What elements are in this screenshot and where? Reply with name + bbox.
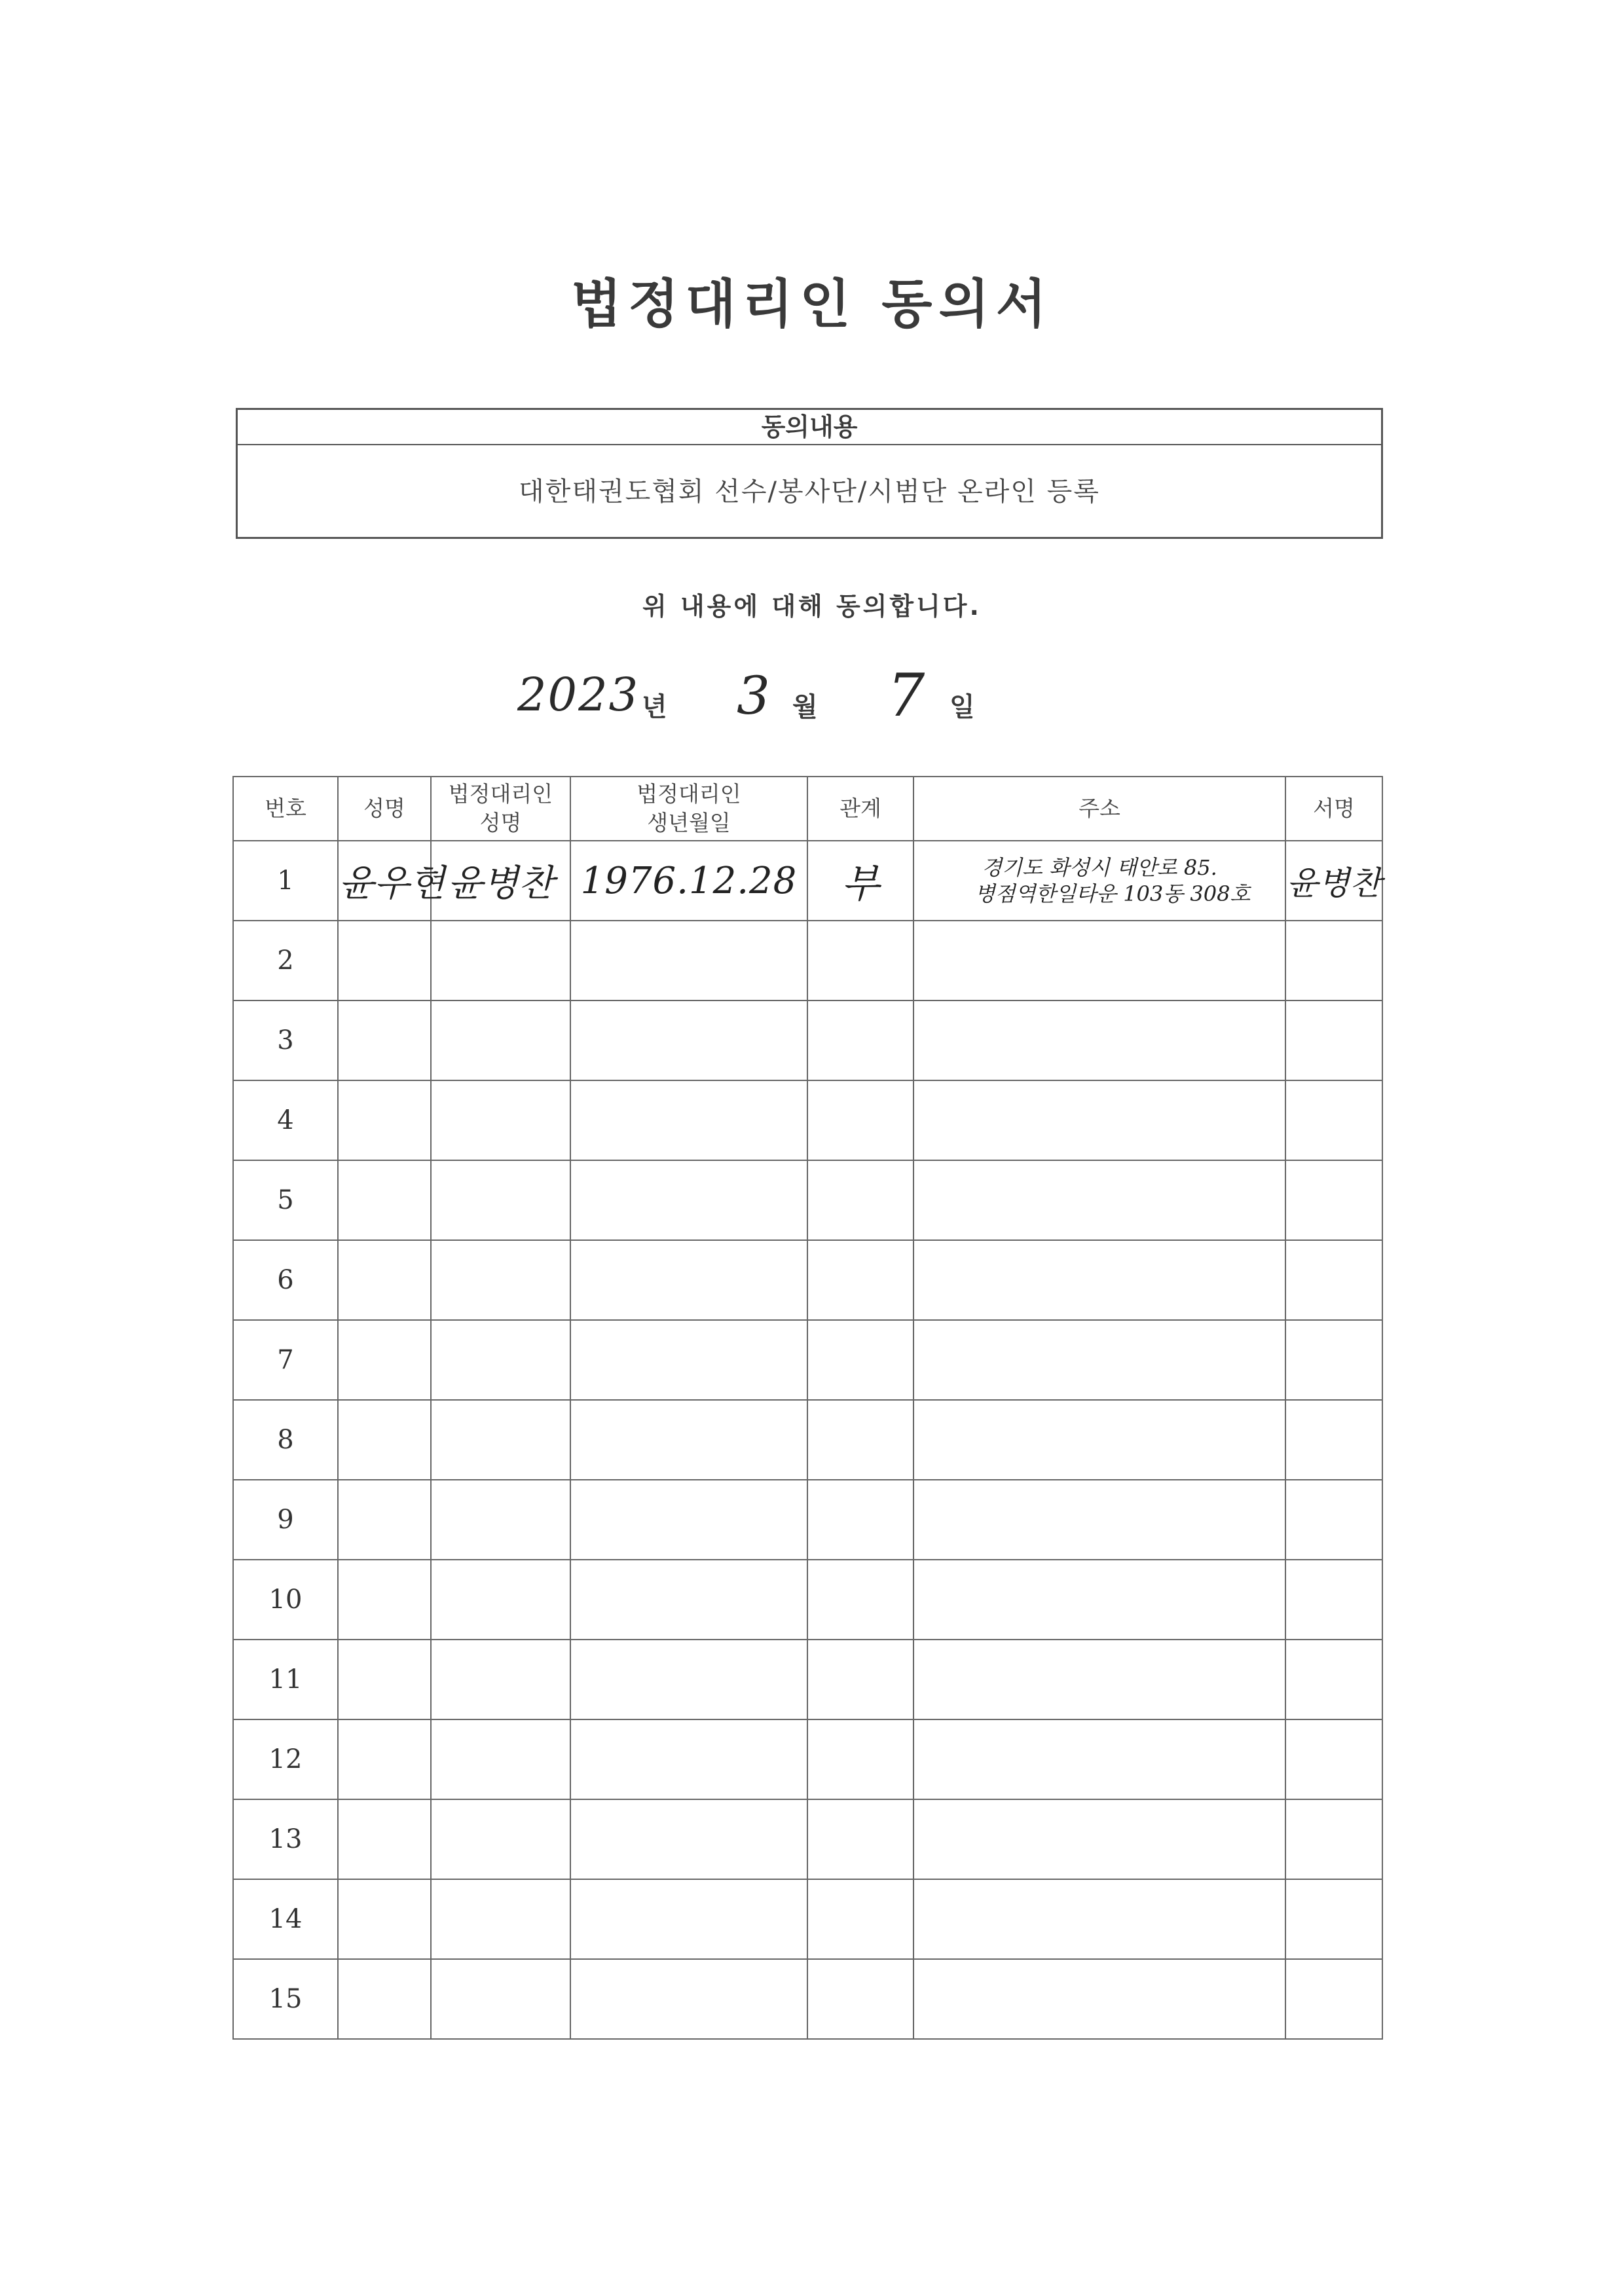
cell-no: 3 xyxy=(233,1001,338,1080)
cell-relation xyxy=(807,1879,913,1959)
cell-address xyxy=(913,1879,1285,1959)
header-guardian-name-line1: 법정대리인 xyxy=(448,781,553,807)
cell-signature xyxy=(1285,921,1382,1001)
agreement-statement: 위 내용에 대해 동의합니다. xyxy=(642,592,982,621)
cell-guardian-name xyxy=(431,1799,570,1879)
document-title: 법정대리인 동의서 xyxy=(570,274,1054,335)
cell-address xyxy=(913,1080,1285,1160)
cell-signature xyxy=(1285,1080,1382,1160)
cell-address xyxy=(913,1240,1285,1320)
cell-relation xyxy=(807,1160,913,1240)
table-row xyxy=(233,1320,1382,1400)
cell-guardian-name xyxy=(431,1400,570,1480)
cell-name xyxy=(338,1400,431,1480)
cell-address xyxy=(913,1959,1285,2039)
cell-guardian-name xyxy=(431,1879,570,1959)
cell-name xyxy=(338,1560,431,1640)
cell-guardian-birth xyxy=(570,1240,807,1320)
cell-address xyxy=(913,1640,1285,1719)
cell-signature xyxy=(1285,1959,1382,2039)
cell-signature xyxy=(1285,1640,1382,1719)
cell-relation xyxy=(807,1001,913,1080)
header-relation: 관계 xyxy=(807,777,913,841)
cell-name xyxy=(338,1799,431,1879)
cell-relation xyxy=(807,921,913,1001)
table-row xyxy=(233,1080,1382,1160)
table-row xyxy=(233,841,1382,921)
consent-box xyxy=(236,408,1383,539)
cell-name xyxy=(338,1240,431,1320)
consent-content: 대한태권도협회 선수/봉사단/시범단 온라인 등록 xyxy=(519,477,1100,507)
cell-guardian-birth xyxy=(570,1799,807,1879)
cell-no: 4 xyxy=(233,1080,338,1160)
table-row xyxy=(233,1879,1382,1959)
cell-relation xyxy=(807,1240,913,1320)
cell-guardian-birth xyxy=(570,1959,807,2039)
cell-signature xyxy=(1285,1560,1382,1640)
cell-guardian-name xyxy=(431,1160,570,1240)
cell-signature xyxy=(1285,1799,1382,1879)
cell-guardian-name: 윤병찬 xyxy=(431,841,570,921)
cell-guardian-birth xyxy=(570,1001,807,1080)
cell-no: 2 xyxy=(233,921,338,1001)
cell-name xyxy=(338,1001,431,1080)
cell-name: 윤우현 xyxy=(338,841,431,921)
table-row xyxy=(233,1480,1382,1560)
cell-guardian-name xyxy=(431,1480,570,1560)
cell-address-line2: 병점역한일타운 103동 308호 xyxy=(974,881,1251,906)
cell-no: 6 xyxy=(233,1240,338,1320)
cell-name xyxy=(338,1160,431,1240)
cell-guardian-name xyxy=(431,1080,570,1160)
cell-address xyxy=(913,1400,1285,1480)
cell-address xyxy=(913,841,1285,921)
cell-relation xyxy=(807,1959,913,2039)
cell-name xyxy=(338,1080,431,1160)
cell-relation xyxy=(807,1640,913,1719)
table-row xyxy=(233,1799,1382,1879)
table-row xyxy=(233,1400,1382,1480)
cell-guardian-birth xyxy=(570,1080,807,1160)
cell-guardian-name xyxy=(431,1001,570,1080)
cell-guardian-name xyxy=(431,1560,570,1640)
header-guardian-name-line2: 성명 xyxy=(479,810,522,835)
cell-name xyxy=(338,1879,431,1959)
table-row xyxy=(233,1001,1382,1080)
cell-signature xyxy=(1285,1400,1382,1480)
cell-no: 15 xyxy=(233,1959,338,2039)
header-guardian-name xyxy=(431,777,570,841)
cell-guardian-birth xyxy=(570,1640,807,1719)
cell-name xyxy=(338,921,431,1001)
cell-no: 9 xyxy=(233,1480,338,1560)
cell-no: 8 xyxy=(233,1400,338,1480)
table-row xyxy=(233,1719,1382,1799)
cell-address xyxy=(913,1160,1285,1240)
table-header-row xyxy=(233,777,1382,841)
header-signature: 서명 xyxy=(1285,777,1382,841)
cell-relation xyxy=(807,1320,913,1400)
table-row xyxy=(233,1160,1382,1240)
cell-no: 13 xyxy=(233,1799,338,1879)
cell-address xyxy=(913,1719,1285,1799)
cell-address xyxy=(913,1320,1285,1400)
cell-address-line1: 경기도 화성시 태안로 85. xyxy=(982,855,1217,880)
date-month-unit: 월 xyxy=(792,692,818,722)
cell-relation: 부 xyxy=(807,841,913,921)
cell-no: 11 xyxy=(233,1640,338,1719)
cell-no: 10 xyxy=(233,1560,338,1640)
table-row xyxy=(233,1640,1382,1719)
cell-name xyxy=(338,1719,431,1799)
cell-signature xyxy=(1285,1160,1382,1240)
date-year: 2023 xyxy=(517,668,640,722)
cell-relation xyxy=(807,1400,913,1480)
cell-relation xyxy=(807,1560,913,1640)
header-guardian-birth-line1: 법정대리인 xyxy=(637,781,741,807)
cell-guardian-name xyxy=(431,1320,570,1400)
cell-address xyxy=(913,1560,1285,1640)
cell-no: 7 xyxy=(233,1320,338,1400)
cell-no: 1 xyxy=(233,841,338,921)
registration-table xyxy=(232,776,1383,2040)
cell-guardian-name xyxy=(431,921,570,1001)
cell-signature xyxy=(1285,1320,1382,1400)
cell-signature xyxy=(1285,1480,1382,1560)
header-guardian-birth-line2: 생년월일 xyxy=(647,810,731,835)
consent-header: 동의내용 xyxy=(238,410,1381,445)
cell-signature xyxy=(1285,1001,1382,1080)
cell-address xyxy=(913,1799,1285,1879)
cell-guardian-birth xyxy=(570,1400,807,1480)
cell-no: 12 xyxy=(233,1719,338,1799)
date-line xyxy=(0,661,1624,740)
cell-relation xyxy=(807,1080,913,1160)
cell-guardian-name xyxy=(431,1959,570,2039)
date-year-unit: 년 xyxy=(642,692,667,722)
cell-name xyxy=(338,1480,431,1560)
cell-signature: 윤병찬 xyxy=(1285,841,1382,921)
cell-guardian-name xyxy=(431,1240,570,1320)
cell-no: 5 xyxy=(233,1160,338,1240)
cell-guardian-birth xyxy=(570,1560,807,1640)
cell-no: 14 xyxy=(233,1879,338,1959)
cell-relation xyxy=(807,1719,913,1799)
cell-name xyxy=(338,1640,431,1719)
header-guardian-birth xyxy=(570,777,807,841)
cell-guardian-birth xyxy=(570,1320,807,1400)
cell-relation xyxy=(807,1480,913,1560)
cell-guardian-birth xyxy=(570,1719,807,1799)
cell-guardian-birth: 1976.12.28 xyxy=(570,841,807,921)
cell-relation xyxy=(807,1799,913,1879)
cell-signature xyxy=(1285,1719,1382,1799)
cell-address xyxy=(913,921,1285,1001)
date-day: 7 xyxy=(887,661,925,730)
table-row xyxy=(233,1240,1382,1320)
date-day-unit: 일 xyxy=(950,692,975,722)
header-no: 번호 xyxy=(233,777,338,841)
cell-guardian-name xyxy=(431,1719,570,1799)
cell-signature xyxy=(1285,1240,1382,1320)
cell-guardian-birth xyxy=(570,1160,807,1240)
header-address: 주소 xyxy=(913,777,1285,841)
cell-guardian-name xyxy=(431,1640,570,1719)
cell-address xyxy=(913,1001,1285,1080)
table-row xyxy=(233,1959,1382,2039)
date-month: 3 xyxy=(737,665,770,726)
table-row xyxy=(233,921,1382,1001)
cell-signature xyxy=(1285,1879,1382,1959)
cell-name xyxy=(338,1320,431,1400)
table-row xyxy=(233,1560,1382,1640)
header-name: 성명 xyxy=(338,777,431,841)
cell-name xyxy=(338,1959,431,2039)
cell-guardian-birth xyxy=(570,921,807,1001)
cell-guardian-birth xyxy=(570,1480,807,1560)
cell-address xyxy=(913,1480,1285,1560)
cell-guardian-birth xyxy=(570,1879,807,1959)
